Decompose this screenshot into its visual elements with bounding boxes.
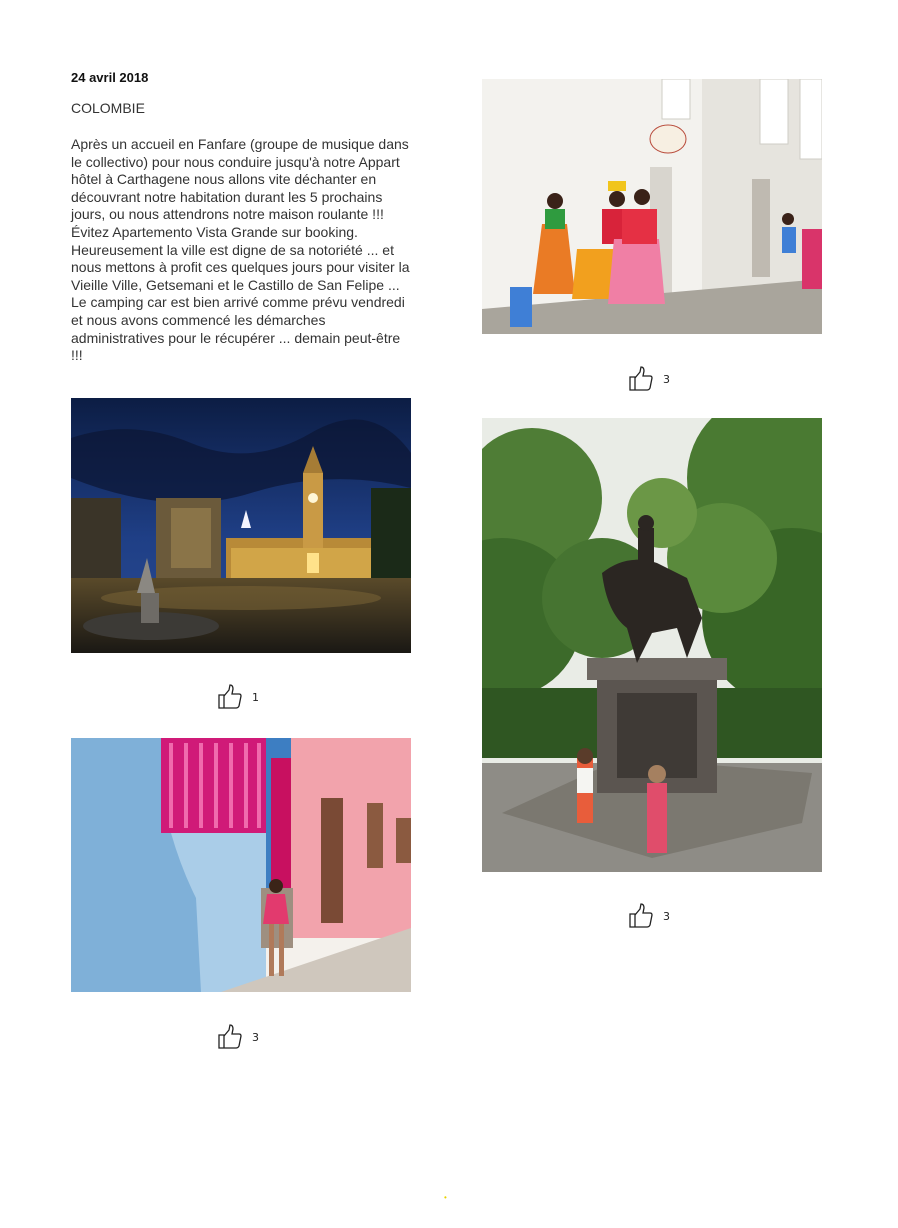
like-button[interactable] <box>217 1024 259 1050</box>
photo-palenqueras-image <box>482 79 822 334</box>
photo-night-clock-tower-image <box>71 398 411 653</box>
like-count: 3 <box>252 1030 259 1044</box>
thumbs-up-icon <box>217 1024 243 1050</box>
post-body <box>71 136 411 365</box>
like-button[interactable] <box>217 684 259 710</box>
photo-colorful-street[interactable] <box>71 738 411 992</box>
post-paragraph: Après un accueil en Fanfare (groupe de musique dans le collectivo) pour nous conduire jusqu'à notre Appart hôtel à Carthagene nous allons vite déchanter en découvrant notre habitation durant les 5 prochains jours, ou nous attendrons notre maison roulante !!! <box>71 136 409 223</box>
photo-palenqueras[interactable] <box>482 79 822 334</box>
like-count: 3 <box>663 372 670 386</box>
like-button[interactable] <box>628 366 670 392</box>
like-count: 1 <box>252 690 259 704</box>
post-country: COLOMBIE <box>71 100 145 116</box>
page-marker: • <box>444 1193 447 1202</box>
like-count: 3 <box>663 909 670 923</box>
photo-bolivar-statue-image <box>482 418 822 872</box>
like-button[interactable] <box>628 903 670 929</box>
thumbs-up-icon <box>217 684 243 710</box>
photo-colorful-street-image <box>71 738 411 992</box>
photo-night-clock-tower[interactable] <box>71 398 411 653</box>
thumbs-up-icon <box>628 903 654 929</box>
post-date: 24 avril 2018 <box>71 70 149 85</box>
photo-bolivar-statue[interactable] <box>482 418 822 872</box>
thumbs-up-icon <box>628 366 654 392</box>
post-paragraph: Évitez Apartemento Vista Grande sur booking. Heureusement la ville est digne de sa notoriété ... et nous mettons à profit ces quelques jours pour visiter la Vieille Ville, Getsemani et le Castillo de San Felipe ... Le camping car est bien arrivé comme prévu vendredi et nous avons commencé les démarches administratives pour le récupérer ... demain peut-être !!! <box>71 223 410 364</box>
